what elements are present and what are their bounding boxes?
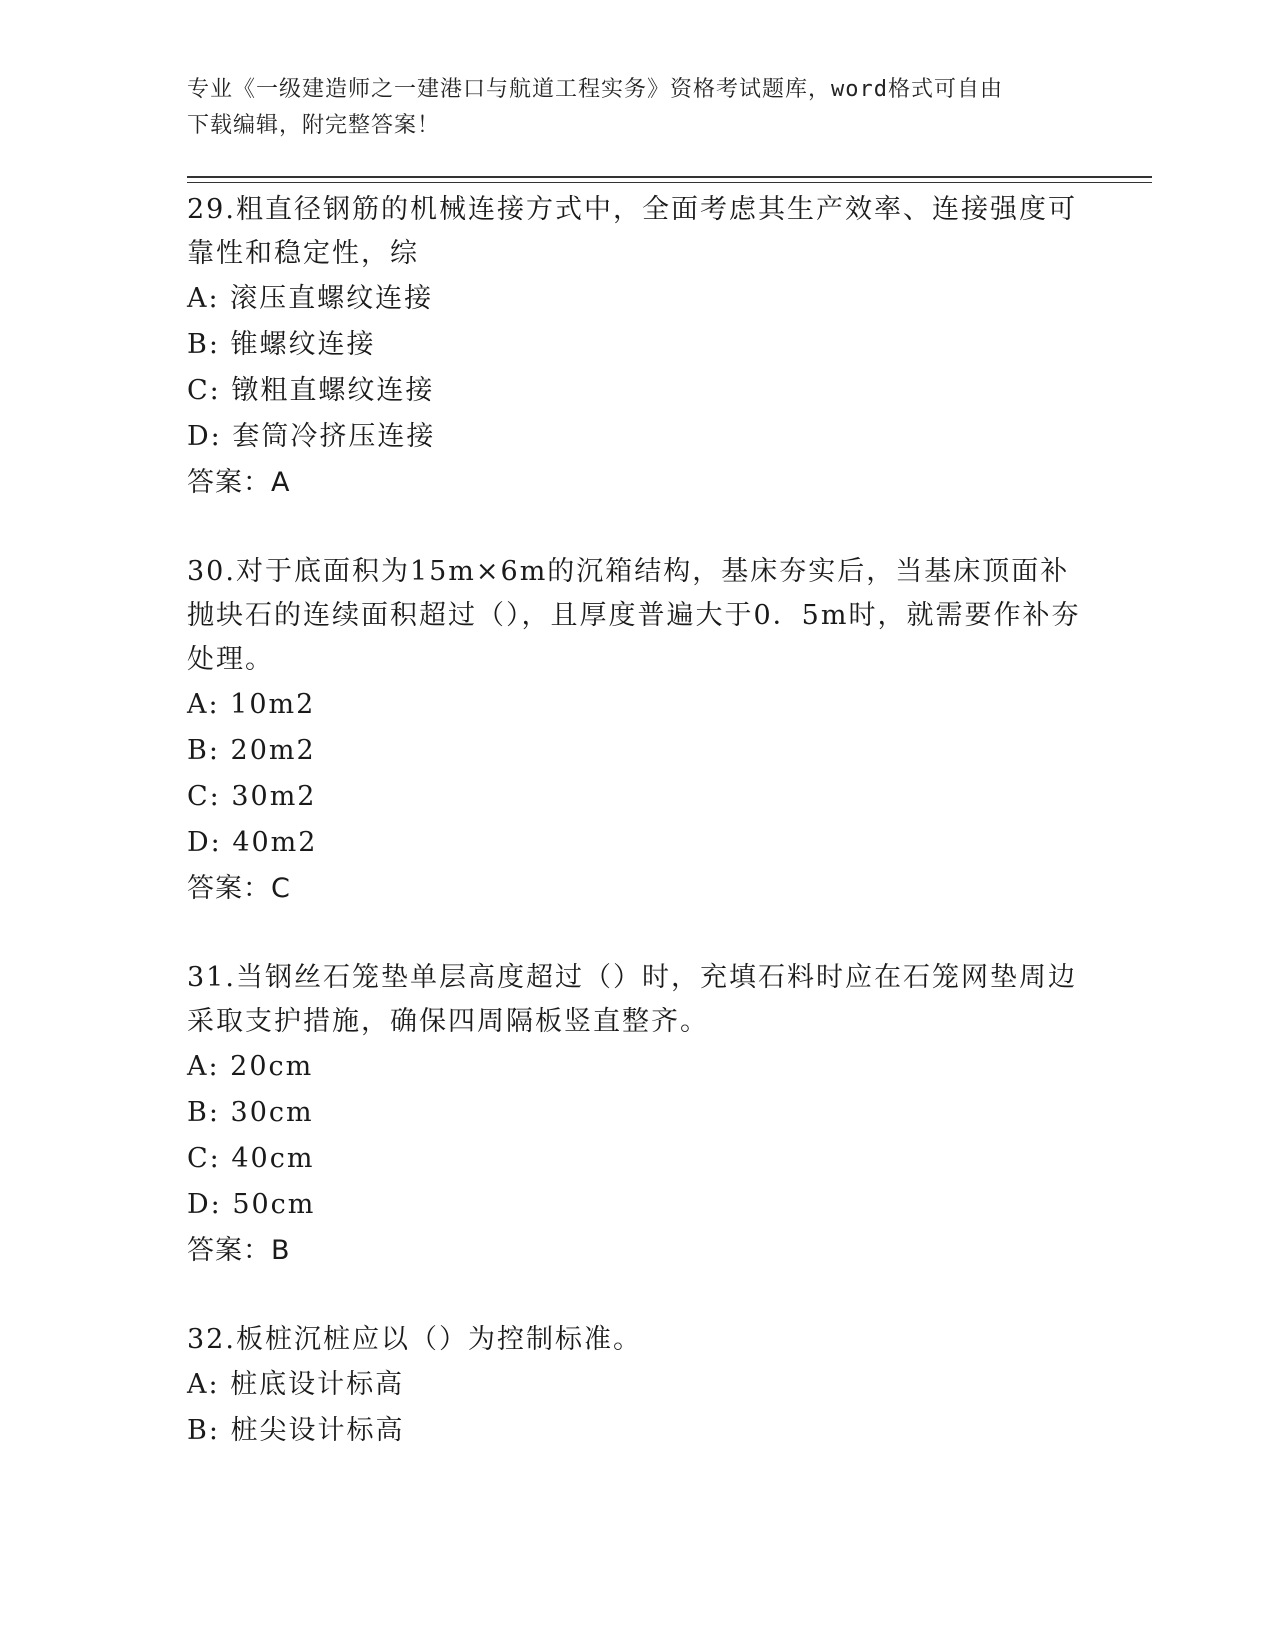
option-c: C: 30m2 bbox=[187, 781, 317, 812]
question-30 bbox=[187, 550, 1087, 912]
question-29 bbox=[187, 188, 1087, 506]
option-c: C: 40cm bbox=[187, 1143, 315, 1174]
option-b: B: 桩尖设计标高 bbox=[187, 1415, 405, 1446]
option-b: B: 30cm bbox=[187, 1097, 314, 1128]
question-31 bbox=[187, 956, 1087, 1274]
option-a: A: 10m2 bbox=[187, 689, 316, 720]
option-d: D: 40m2 bbox=[187, 827, 318, 858]
option-a: A: 桩底设计标高 bbox=[187, 1369, 405, 1400]
header-divider-thin bbox=[187, 182, 1152, 183]
option-b: B: 锥螺纹连接 bbox=[187, 329, 376, 360]
question-text: 32.板桩沉桩应以（）为控制标准。 bbox=[187, 1324, 642, 1355]
option-d: D: 套筒冷挤压连接 bbox=[187, 421, 436, 452]
header-line-2: 下载编辑，附完整答案！ bbox=[187, 113, 441, 138]
document-header bbox=[187, 72, 1067, 144]
header-line-1: 专业《一级建造师之一建港口与航道工程实务》资格考试题库，word格式可自由 bbox=[187, 77, 1003, 102]
option-d: D: 50cm bbox=[187, 1189, 316, 1220]
question-32 bbox=[187, 1318, 1087, 1454]
answer-label: 答案：B bbox=[187, 1235, 291, 1266]
header-divider-thick bbox=[187, 176, 1152, 178]
question-list bbox=[187, 188, 1087, 1498]
question-text: 30.对于底面积为15m×6m的沉箱结构，基床夯实后，当基床顶面补抛块石的连续面积超过（），且厚度普遍大于0．5m时，就需要作补夯处理。 bbox=[187, 556, 1081, 675]
option-a: A: 滚压直螺纹连接 bbox=[187, 283, 434, 314]
option-b: B: 20m2 bbox=[187, 735, 316, 766]
answer-label: 答案：A bbox=[187, 467, 291, 498]
answer-label: 答案：C bbox=[187, 873, 291, 904]
question-text: 31.当钢丝石笼垫单层高度超过（）时，充填石料时应在石笼网垫周边采取支护措施，确保四周隔板竖直整齐。 bbox=[187, 962, 1077, 1037]
option-c: C: 镦粗直螺纹连接 bbox=[187, 375, 435, 406]
option-a: A: 20cm bbox=[187, 1051, 314, 1082]
question-text: 29.粗直径钢筋的机械连接方式中，全面考虑其生产效率、连接强度可靠性和稳定性，综 bbox=[187, 194, 1077, 269]
